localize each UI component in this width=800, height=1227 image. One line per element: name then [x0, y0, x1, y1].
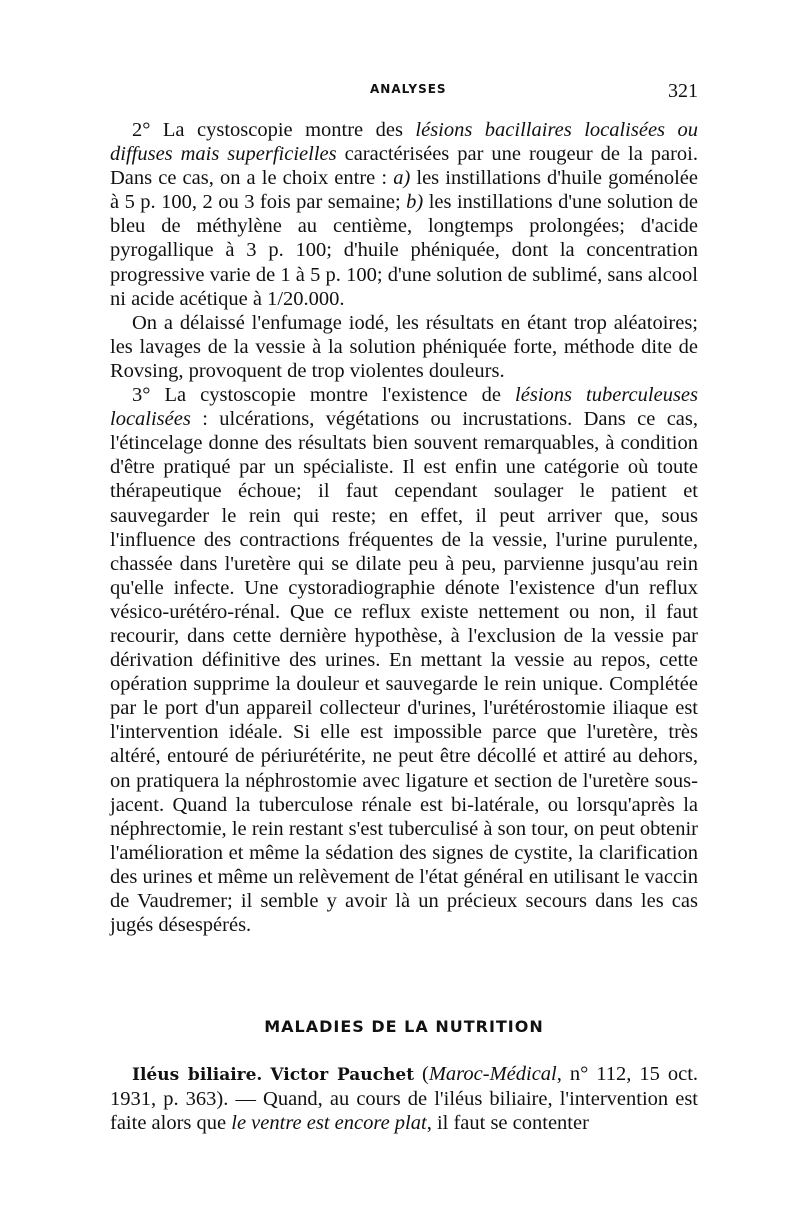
- text-run: La cystoscopie montre des: [150, 119, 416, 141]
- text-run: , n° 112, 15 oct. 1931, p. 363). — Quand, au cours de l'iléus biliaire, l'intervention est faite alors que: [110, 1063, 699, 1134]
- paragraph-number: 3°: [132, 384, 151, 407]
- entry-paragraph: [110, 1062, 698, 1135]
- page-number: 321: [668, 80, 698, 102]
- paragraph-2: [110, 118, 698, 311]
- italic-run: a): [393, 167, 411, 190]
- journal-name: Maroc-Médical: [428, 1063, 557, 1085]
- entry-author: Victor Pauchet: [270, 1065, 415, 1085]
- paragraph-enfumage: On a délaissé l'enfumage iodé, les résultats en étant trop aléatoires; les lavages de la vessie à la solution phéniquée forte, méthode dite de Rovsing, provoquent de trop violentes douleurs.: [110, 311, 698, 382]
- entry-title: Iléus biliaire.: [132, 1065, 263, 1085]
- paragraph-3: [110, 383, 698, 937]
- italic-run: lésions bacillaires localisées ou diffuses mais superficielles: [110, 119, 698, 166]
- text-run: , il faut se contenter: [426, 1112, 589, 1134]
- text-run: La cystoscopie montre l'existence de: [150, 384, 516, 407]
- text-run: les instillations d'huile goménolée à 5 p. 100, 2 ou 3 fois par semaine;: [110, 167, 699, 214]
- section-heading: MALADIES DE LA NUTRITION: [264, 1017, 544, 1036]
- text-run: caractérisées par une rougeur de la paroi. Dans ce cas, on a le choix entre :: [110, 143, 699, 190]
- running-title: ANALYSES: [370, 82, 447, 96]
- italic-run: b): [406, 191, 424, 214]
- running-header: [110, 80, 698, 104]
- text-run: (: [414, 1063, 429, 1085]
- text-run: : ulcérations, végétations ou incrustations. Dans ce cas, l'étincelage donne des résultats bien souvent remarquables, à condition d'être pratiqué par un spécialiste. Il est enfin une catégorie où toute thérapeutique échoue; il faut cependant soulager le patient et sauvegarder le rein qui reste; en effet, il peut arriver que, sous l'influence des contractions fréquentes de la vessie, l'urine purulente, chassée dans l'uretère qui se dilate peu à peu, parvienne jusqu'au rein qu'elle infecte. Une cystoradiographie dénote l'existence d'un reflux vésico-urétéro-rénal. Que ce reflux existe nettement ou non, il faut recourir, dans cette dernière hypothèse, à l'exclusion de la vessie par dérivation définitive des urines. En mettant la vessie au repos, cette opération supprime la douleur et sauvegarde le rein unique. Complétée par le port d'un appareil collecteur d'urines, l'urétérostomie iliaque est l'intervention idéale. Si elle est impossible parce que l'uretère, très altéré, entouré de périurétérite, ne peut être décollé et attiré au dehors, on pratiquera la néphrostomie avec ligature et section de l'uretère sous-jacent. Quand la tuberculose rénale est bi-latérale, ou lorsqu'après la néphrectomie, le rein restant s'est tuberculisé à son tour, on peut obtenir l'amélioration et même la sédation des signes de cystite, la clarification des urines et même un relèvement de l'état général en utilisant le vaccin de Vaudremer; il semble y avoir là un précieux secours dans les cas jugés désespérés.: [110, 408, 698, 937]
- italic-run: lésions tuberculeuses localisées: [110, 384, 698, 431]
- paragraph-number: 2°: [132, 119, 151, 141]
- text-run: les instillations d'une solution de bleu de méthylène au centième, longtemps prolongées; d'acide pyrogallique à 3 p. 100; d'huile phéniquée, dont la concentration progressive varie de 1 à 5 p. 100; d'une solution de sublimé, sans alcool ni acide acétique à 1/20.000.: [110, 191, 698, 310]
- italic-run: le ventre est encore plat: [231, 1112, 427, 1134]
- body-text: [110, 118, 698, 937]
- entry-ileus-biliaire: [110, 1062, 698, 1135]
